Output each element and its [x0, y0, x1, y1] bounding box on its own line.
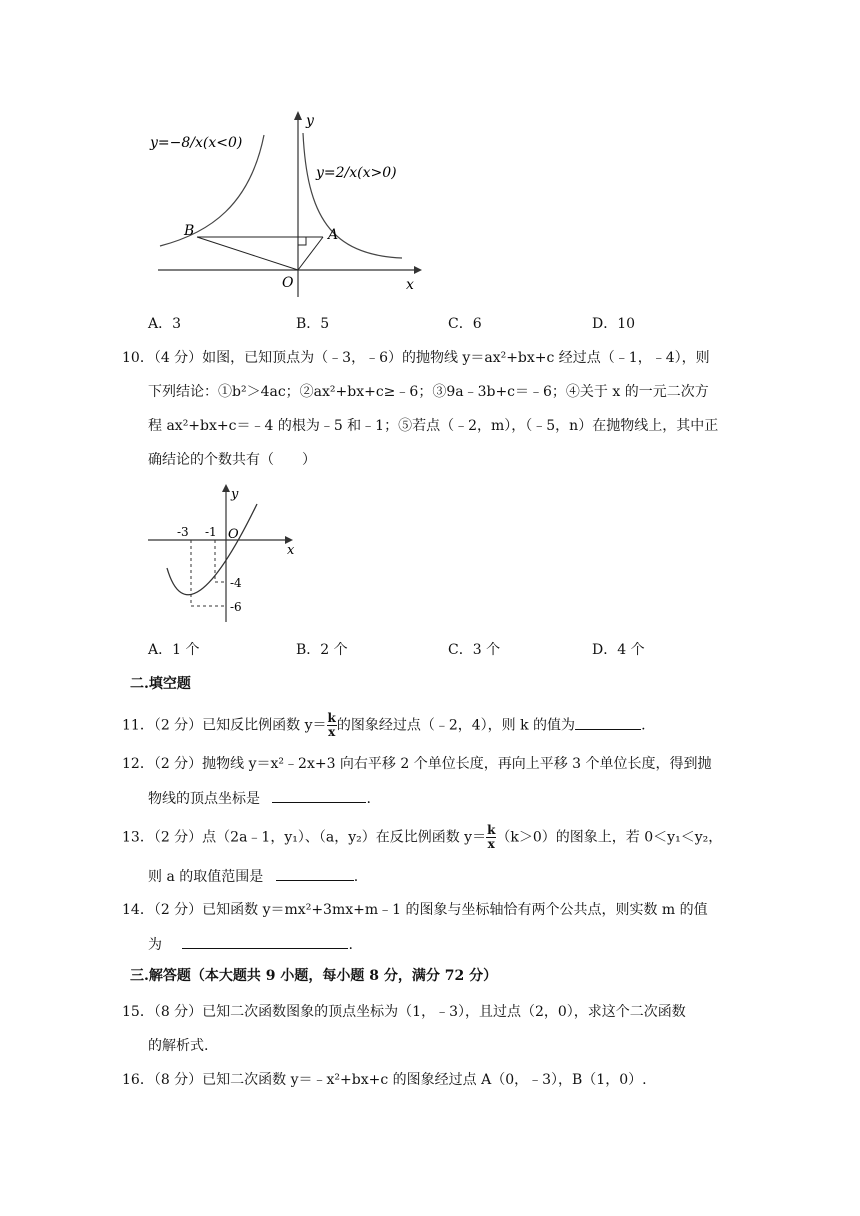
- q13-prefix: 13．（2 分）点（2a﹣1，y₁）、（a，y₂）在反比例函数 y＝: [122, 829, 487, 846]
- q13-frac-numerator: k: [487, 823, 496, 837]
- q10-tick-minus-3: -3: [177, 525, 189, 539]
- q10-origin-label: O: [228, 527, 239, 542]
- q10-figure: [145, 482, 305, 627]
- q10-option-c: C．3 个: [448, 642, 501, 658]
- q13-answer-blank[interactable]: [276, 866, 354, 881]
- q13-line-2-text: 则 a 的取值范围是: [148, 869, 264, 885]
- q9-x-axis-label: x: [406, 277, 414, 293]
- q10-option-d: D．4 个: [592, 642, 645, 658]
- q10-y-axis-label: y: [231, 487, 239, 502]
- q9-option-c: C．6: [448, 316, 482, 332]
- q9-right-curve-label: y=2/x(x>0): [316, 165, 397, 181]
- q9-option-b: B．5: [296, 316, 330, 332]
- q10-line-1: 10．（4 分）如图，已知顶点为（﹣3，﹣6）的抛物线 y＝ax²+bx+c 经过点（﹣1，﹣4），则: [122, 350, 710, 366]
- q12-line-2-text: 物线的顶点坐标是: [148, 791, 260, 807]
- q10-option-a: A．1 个: [148, 642, 200, 658]
- q11-frac-denominator: x: [328, 725, 336, 739]
- q10-line-3: 程 ax²+bx+c＝﹣4 的根为﹣5 和﹣1；⑤若点（﹣2，m），（﹣5，n）在抛物线上，其中正: [148, 418, 719, 434]
- q10-line-2: 下列结论：①b²＞4ac；②ax²+bx+c≥﹣6；③9a﹣3b+c＝﹣6；④关于 x 的一元二次方: [148, 384, 709, 400]
- q11-end: .: [641, 717, 646, 734]
- q9-y-axis-label: y: [306, 113, 314, 129]
- q13-fraction: [486, 824, 496, 851]
- q11-suffix: 的图象经过点（﹣2，4），则 k 的值为: [336, 717, 576, 734]
- q10-option-b: B．2 个: [296, 642, 348, 658]
- q12-end: .: [366, 791, 371, 807]
- q10-tick-minus-6: -6: [230, 600, 242, 614]
- q12-line-2: [148, 788, 371, 809]
- q15-line-2: 的解析式.: [148, 1038, 209, 1054]
- q13-line-1: [122, 824, 722, 851]
- q9-left-curve-label: y=−8/x(x<0): [150, 135, 243, 151]
- q9-figure: [140, 105, 440, 300]
- q14-line-2-text: 为: [148, 937, 162, 953]
- q10-x-axis-label: x: [287, 543, 295, 558]
- q10-line-4: 确结论的个数共有（ ）: [148, 452, 316, 468]
- q11-frac-numerator: k: [327, 711, 336, 725]
- q14-line-2: [148, 934, 353, 955]
- section-3-title: 三.解答题（本大题共 9 小题，每小题 8 分，满分 72 分）: [130, 968, 498, 984]
- q13-suffix: （k＞0）的图象上，若 0＜y₁＜y₂，: [496, 829, 723, 846]
- q13-end: .: [353, 869, 359, 885]
- q14-line-1: 14．（2 分）已知函数 y＝mx²+3mx+m﹣1 的图象与坐标轴恰有两个公共点，则实数 m 的值: [122, 902, 708, 918]
- q9-option-a: A．3: [148, 316, 182, 332]
- q13-frac-denominator: x: [487, 837, 495, 851]
- q11-answer-blank[interactable]: [575, 715, 641, 730]
- q14-end: .: [348, 937, 353, 953]
- q9-point-b-label: B: [184, 223, 195, 239]
- q10-tick-minus-4: -4: [230, 576, 242, 590]
- q9-option-d: D．10: [592, 316, 636, 332]
- q9-origin-label: O: [282, 275, 294, 291]
- q15-line-1: 15．（8 分）已知二次函数图象的顶点坐标为（1，﹣3），且过点（2，0），求这个二次函数: [122, 1004, 686, 1020]
- q9-point-a-label: A: [328, 227, 339, 243]
- q11-fraction: [327, 712, 337, 739]
- q12-answer-blank[interactable]: [272, 788, 366, 803]
- q12-line-1: 12．（2 分）抛物线 y＝x²﹣2x+3 向右平移 2 个单位长度，再向上平移 3 个单位长度，得到抛: [122, 756, 712, 772]
- q11-row: [122, 712, 646, 739]
- section-2-title: 二.填空题: [130, 676, 191, 692]
- q14-answer-blank[interactable]: [182, 934, 348, 949]
- q10-tick-minus-1: -1: [205, 525, 217, 539]
- q11-prefix: 11．（2 分）已知反比例函数 y＝: [122, 717, 327, 734]
- q16-line-1: 16．（8 分）已知二次函数 y＝﹣x²+bx+c 的图象经过点 A（0，﹣3），B（1，0）.: [122, 1072, 647, 1088]
- q13-line-2: [148, 866, 358, 887]
